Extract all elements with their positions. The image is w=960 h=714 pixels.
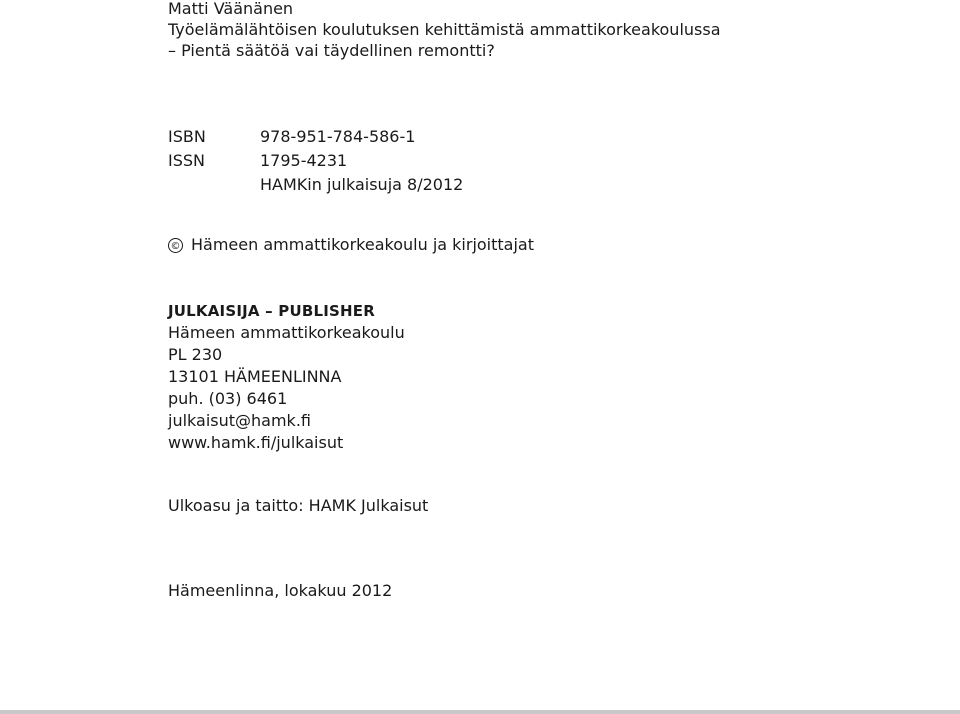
- issn-value: 1795-4231: [260, 151, 348, 170]
- author-title-block: [168, 0, 721, 61]
- publisher-phone: puh. (03) 6461: [168, 389, 288, 408]
- publisher-block: [168, 300, 405, 454]
- book-title-line-1: Työelämälähtöisen koulutuksen kehittämistä ammattikorkeakoulussa: [168, 20, 721, 39]
- book-title-line-2: – Pientä säätöä vai täydellinen remontti?: [168, 41, 495, 60]
- publisher-web: www.hamk.fi/julkaisut: [168, 433, 344, 452]
- isbn-label: ISBN: [168, 127, 206, 146]
- issn-label: ISSN: [168, 151, 205, 170]
- publisher-name: Hämeen ammattikorkeakoulu: [168, 323, 405, 342]
- bottom-divider: [0, 710, 960, 714]
- isbn-row: [168, 125, 463, 149]
- publisher-email: julkaisut@hamk.fi: [168, 411, 311, 430]
- series-spacer: [168, 173, 260, 197]
- publisher-city: 13101 HÄMEENLINNA: [168, 367, 342, 386]
- issn-row: [168, 149, 463, 173]
- author-name: Matti Väänänen: [168, 0, 294, 18]
- date-place-block: [168, 580, 392, 602]
- date-place: Hämeenlinna, lokakuu 2012: [168, 581, 393, 600]
- layout-credit: Ulkoasu ja taitto: HAMK Julkaisut: [168, 496, 429, 515]
- series-value: HAMKin julkaisuja 8/2012: [260, 175, 464, 194]
- copyright-block: [168, 234, 534, 256]
- layout-credit-block: [168, 495, 428, 517]
- publisher-heading: JULKAISIJA – PUBLISHER: [168, 302, 375, 320]
- isbn-value: 978-951-784-586-1: [260, 127, 416, 146]
- copyright-holder: Hämeen ammattikorkeakoulu ja kirjoittajat: [191, 235, 534, 254]
- copyright-icon: ©: [168, 238, 183, 253]
- publisher-po-box: PL 230: [168, 345, 223, 364]
- series-row: [168, 173, 463, 197]
- identifiers-block: [168, 125, 463, 197]
- copyright-line: [168, 234, 534, 256]
